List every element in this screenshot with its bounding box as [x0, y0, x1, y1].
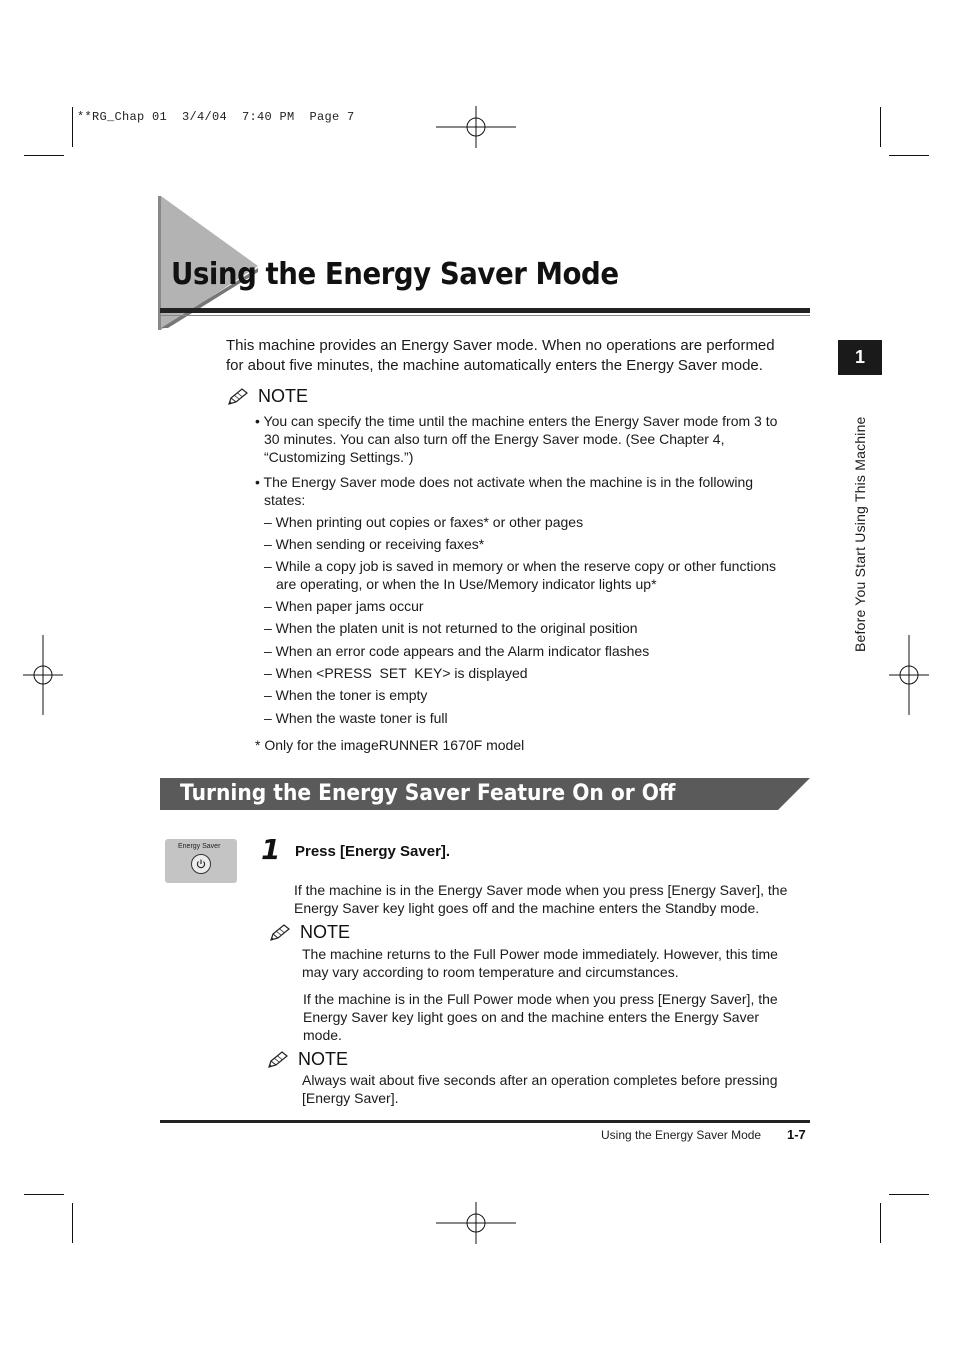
note-line: • The Energy Saver mode does not activate when the machine is in the following: [255, 474, 754, 490]
list-item: – When printing out copies or faxes* or other pages: [264, 514, 584, 530]
list-item: – While a copy job is saved in memory or when the reserve copy or other functions: [264, 558, 777, 574]
note-line: The machine returns to the Full Power mode immediately. However, this time: [302, 946, 778, 962]
crop-mark-icon: [889, 635, 929, 715]
list-item: – When an error code appears and the Alarm indicator flashes: [264, 643, 650, 659]
note-text: [302, 945, 778, 981]
list-item: – When paper jams occur: [264, 598, 424, 614]
step-line: mode.: [303, 1027, 342, 1043]
crop-mark-icon: [436, 1202, 516, 1244]
note-heading: [268, 922, 350, 943]
footer-title: Using the Energy Saver Mode: [601, 1128, 762, 1142]
list-item: – When the toner is empty: [264, 687, 428, 703]
note-line: • You can specify the time until the machine enters the Energy Saver mode from 3 to: [255, 413, 778, 429]
title-rule-thin: [160, 315, 810, 316]
list-item: – When sending or receiving faxes*: [264, 536, 485, 552]
pencil-icon: [268, 923, 292, 943]
note-label: NOTE: [300, 922, 351, 942]
power-icon: [191, 854, 211, 874]
step-description: [294, 881, 787, 917]
crop-mark-icon: [436, 106, 516, 148]
pencil-icon: [266, 1050, 290, 1070]
note-line: “Customizing Settings.”): [264, 449, 414, 465]
list-item: are operating, or when the In Use/Memory indicator lights up*: [276, 576, 657, 592]
chapter-side-label: Before You Start Using This Machine: [852, 416, 868, 652]
note-heading: [266, 1049, 348, 1070]
note-line: states:: [264, 492, 306, 508]
list-item: – When <PRESS SET KEY> is displayed: [264, 665, 528, 681]
note-line: 30 minutes. You can also turn off the Energy Saver mode. (See Chapter 4,: [264, 431, 725, 447]
step-instruction: Press [Energy Saver].: [295, 843, 451, 860]
list-item: – When the platen unit is not returned to the original position: [264, 620, 638, 636]
pencil-icon: [226, 387, 250, 407]
print-header: **RG_Chap 01 3/4/04 7:40 PM Page 7: [77, 110, 355, 124]
step-paragraph: [303, 990, 778, 1044]
note-line: may vary according to room temperature and circumstances.: [302, 964, 679, 980]
note-bullet: [255, 473, 753, 509]
page-title: Using the Energy Saver Mode: [171, 257, 619, 292]
note-text: [302, 1071, 778, 1107]
crop-mark-icon: [23, 635, 63, 715]
section-title: Turning the Energy Saver Feature On or Off: [180, 781, 676, 806]
step-line: If the machine is in the Full Power mode when you press [Energy Saver], the: [303, 991, 778, 1007]
footer-rule: [160, 1120, 810, 1123]
note-line: [Energy Saver].: [302, 1090, 399, 1106]
note-label: NOTE: [298, 1049, 349, 1069]
title-rule: [160, 308, 810, 313]
intro-paragraph: [226, 336, 775, 376]
step-line: If the machine is in the Energy Saver mode when you press [Energy Saver], the: [294, 882, 788, 898]
step-line: Energy Saver key light goes on and the machine enters the Energy Saver: [303, 1009, 760, 1025]
note-line: Always wait about five seconds after an operation completes before pressing: [302, 1072, 778, 1088]
list-item: – When the waste toner is full: [264, 710, 448, 726]
step-number: 1: [261, 833, 281, 866]
intro-line: for about five minutes, the machine automatically enters the Energy Saver mode.: [226, 357, 763, 374]
intro-line: This machine provides an Energy Saver mode. When no operations are performed: [226, 337, 775, 354]
note-heading: [226, 386, 308, 407]
key-image-label: Energy Saver: [178, 843, 221, 850]
chapter-tab: 1: [838, 340, 882, 375]
step-line: Energy Saver key light goes off and the machine enters the Standby mode.: [294, 900, 760, 916]
page-number: 1-7: [787, 1127, 806, 1142]
note-bullet: [255, 412, 777, 466]
note-label: NOTE: [258, 386, 309, 406]
footnote: * Only for the imageRUNNER 1670F model: [255, 737, 525, 753]
